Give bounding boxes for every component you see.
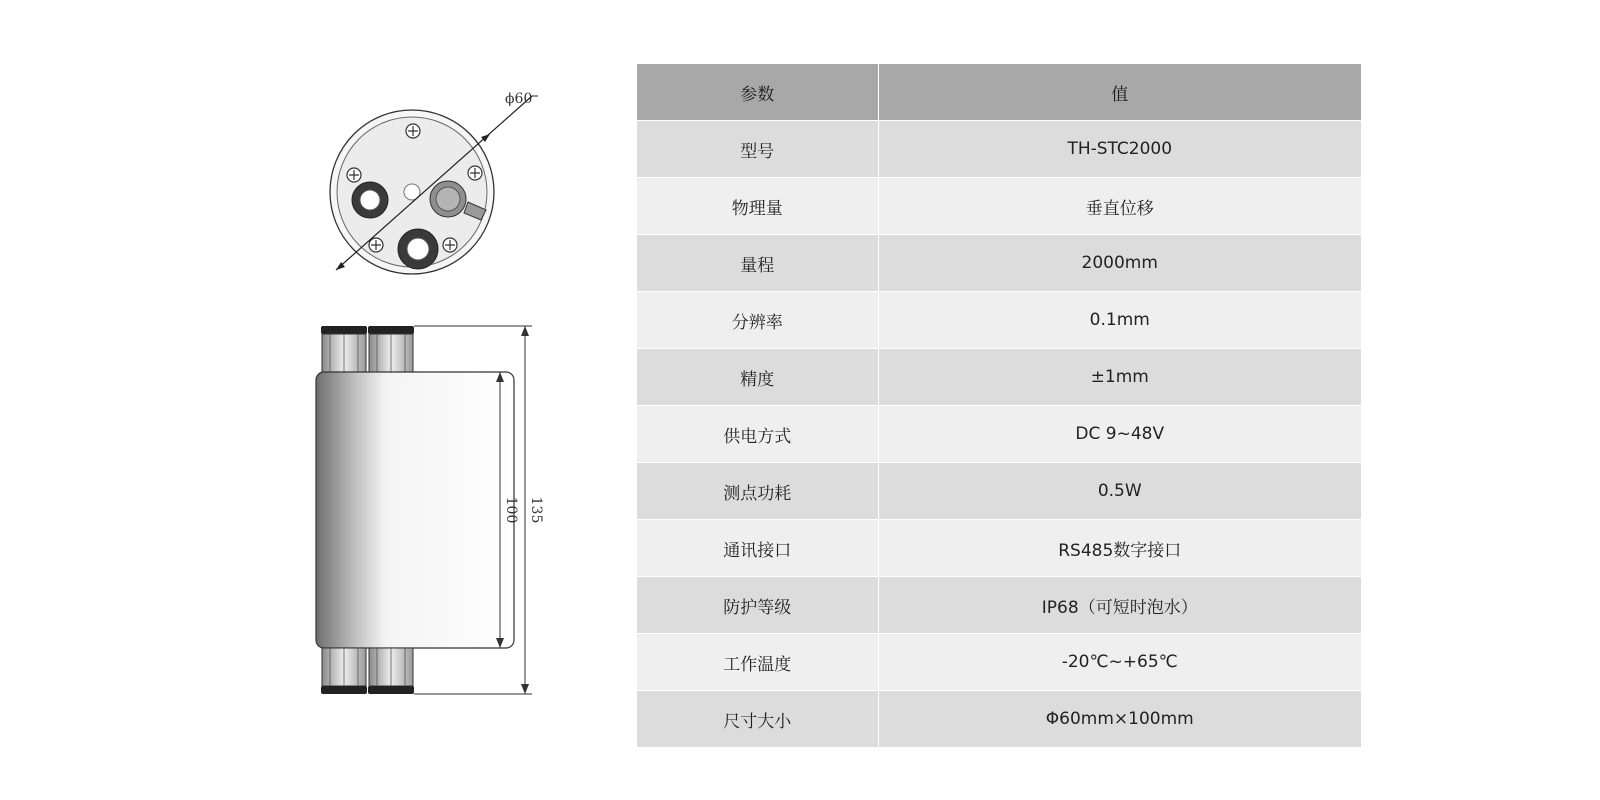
table-row — [637, 178, 1361, 235]
table-header-row — [637, 64, 1361, 121]
table-row — [637, 634, 1361, 691]
value-cell: 0.5W — [878, 463, 1361, 520]
value-cell: ±1mm — [878, 349, 1361, 406]
value-cell: -20℃~+65℃ — [878, 634, 1361, 691]
top-view — [330, 91, 538, 274]
table-row — [637, 577, 1361, 634]
diameter-label: ϕ60 — [505, 91, 533, 107]
height-body-label: 100 — [503, 496, 519, 524]
table-row — [637, 520, 1361, 577]
param-cell: 量程 — [637, 235, 878, 292]
table-row — [637, 235, 1361, 292]
param-cell: 测点功耗 — [637, 463, 878, 520]
value-cell: DC 9~48V — [878, 406, 1361, 463]
value-cell: 垂直位移 — [878, 178, 1361, 235]
height-total-label: 135 — [528, 496, 544, 524]
value-cell: 0.1mm — [878, 292, 1361, 349]
param-cell: 防护等级 — [637, 577, 878, 634]
param-cell: 物理量 — [637, 178, 878, 235]
param-cell: 尺寸大小 — [637, 691, 878, 748]
table-row — [637, 292, 1361, 349]
table-row — [637, 349, 1361, 406]
param-cell: 工作温度 — [637, 634, 878, 691]
param-cell: 型号 — [637, 121, 878, 178]
header-value: 值 — [878, 64, 1361, 121]
param-cell: 分辨率 — [637, 292, 878, 349]
table-row — [637, 406, 1361, 463]
product-drawing — [300, 60, 580, 740]
param-cell: 通讯接口 — [637, 520, 878, 577]
value-cell: IP68（可短时泡水） — [878, 577, 1361, 634]
table-row — [637, 691, 1361, 748]
side-view — [316, 326, 544, 694]
table-row — [637, 121, 1361, 178]
value-cell: TH-STC2000 — [878, 121, 1361, 178]
param-cell: 精度 — [637, 349, 878, 406]
value-cell: 2000mm — [878, 235, 1361, 292]
header-param: 参数 — [637, 64, 878, 121]
value-cell: RS485数字接口 — [878, 520, 1361, 577]
table-row — [637, 463, 1361, 520]
spec-table — [637, 64, 1361, 748]
value-cell: Φ60mm×100mm — [878, 691, 1361, 748]
param-cell: 供电方式 — [637, 406, 878, 463]
